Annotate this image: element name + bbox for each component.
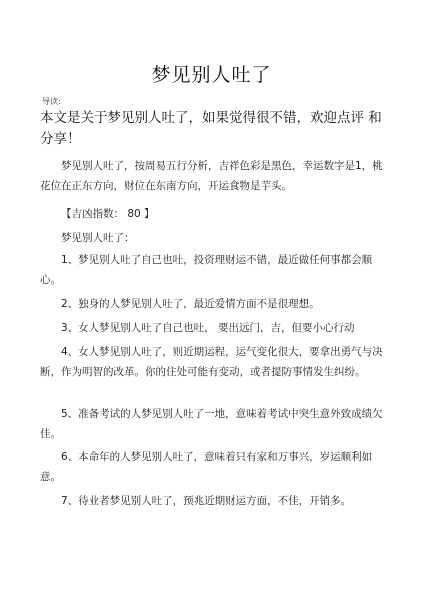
list-item: 2、独身的人梦见别人吐了，最近爱情方面不是很理想。 bbox=[61, 298, 320, 310]
list-item: 3、女人梦见别人吐了自己也吐， 要出远门，吉，但要小心行动 bbox=[61, 322, 355, 334]
summary-paragraph: 梦见别人吐了，按周易五行分析，吉祥色彩是黑色，幸运数字是1，桃花位在正东方向，财位在东南方向，开运食物是芋头。 bbox=[40, 160, 383, 192]
score-line: 【吉凶指数： 80 】 bbox=[61, 208, 155, 220]
list-item: 4、女人梦见别人吐了，则近期运程，运气变化很大，要拿出勇气与决断，作为明智的改革。你的住处可能有变动，或者提防事情发生纠纷。 bbox=[40, 346, 383, 378]
page-title: 梦见别人吐了 bbox=[151, 64, 272, 86]
list-item: 1、梦见别人吐了自己也吐，投资理财运不错，最近做任何事都会顺心。 bbox=[40, 254, 373, 286]
guide-label: 导读: bbox=[42, 97, 61, 106]
intro-text: 本文是关于梦见别人吐了，如果觉得很不错，欢迎点评 和分享！ bbox=[40, 110, 382, 147]
list-item: 6、本命年的人梦见别人吐了，意味着只有家和万事兴，岁运顺利如意。 bbox=[40, 451, 373, 483]
list-item: 5、准备考试的人梦见别人吐了一地，意味着考试中突生意外致成绩欠佳。 bbox=[40, 408, 383, 440]
list-item: 7、待业者梦见别人吐了，预兆近期财运方面，不佳，开销多。 bbox=[61, 495, 352, 507]
section-heading: 梦见别人吐了： bbox=[61, 232, 135, 244]
